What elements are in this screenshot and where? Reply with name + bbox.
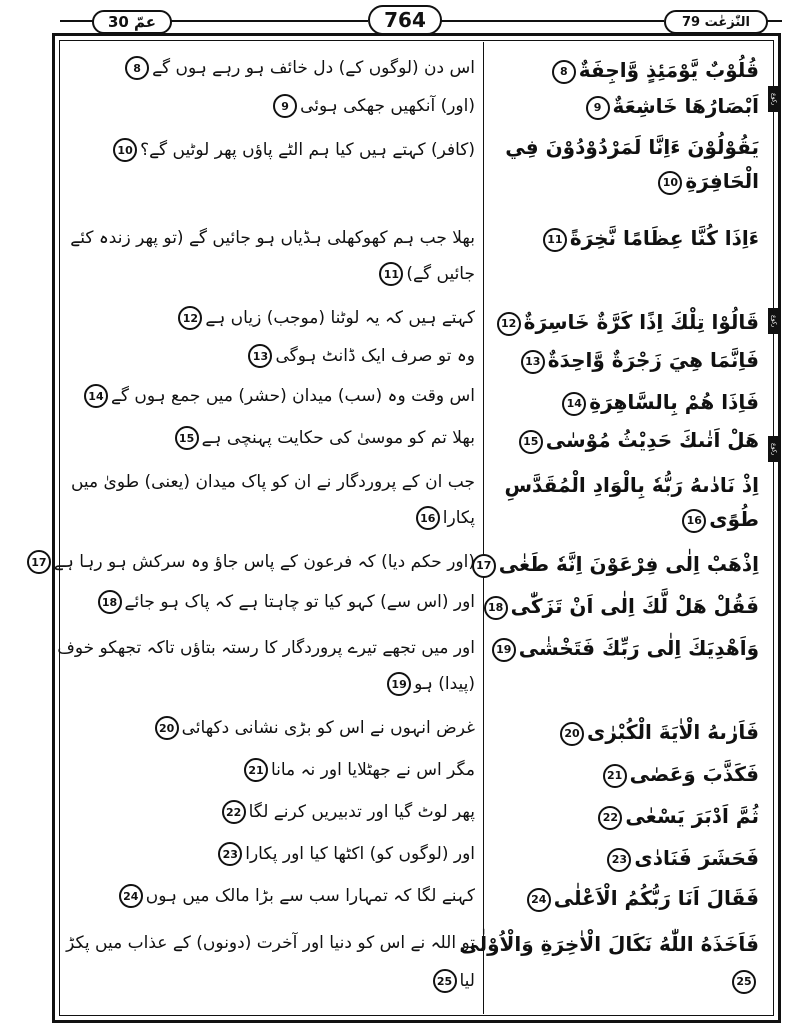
- verse-arabic: فَكَذَّبَ وَعَصٰى21: [459, 758, 759, 790]
- verse-translation: بھلا تم کو موسیٰ کی حکایت پہنچی ہے15: [57, 422, 475, 454]
- verse-translation: وہ تو صرف ایک ڈانٹ ہوگی13: [57, 340, 475, 372]
- ayah-number: 20: [155, 716, 179, 740]
- ayah-number: 16: [682, 509, 706, 533]
- verse-arabic: وَاَهْدِيَكَ اِلٰى رَبِّكَ فَتَخْشٰى19: [459, 632, 759, 664]
- verse-translation: جب ان کے پروردگار نے ان کو پاک میدان (یعنی) طویٰ میں پکارا16: [70, 472, 475, 528]
- verse-arabic: فَاِذَا هُمْ بِالسَّاهِرَةِ14: [459, 386, 759, 418]
- verse-arabic: ءَاِذَا كُنَّا عِظَامًا نَّخِرَةً11: [459, 222, 759, 254]
- ayah-number: 14: [84, 384, 108, 408]
- verse-translation: اس دن (لوگوں کے) دل خائف ہو رہے ہوں گے8: [57, 52, 475, 84]
- ayah-number: 21: [603, 764, 627, 788]
- ayah-number: 10: [658, 171, 682, 195]
- ayah-number: 8: [552, 60, 576, 84]
- page-number: 764: [368, 5, 442, 35]
- ayah-number: 15: [519, 430, 543, 454]
- ruku-marker: رکوع: [768, 308, 780, 334]
- verse-arabic: فَاَرٰىهُ الْاٰيَةَ الْكُبْرٰى20: [459, 716, 759, 748]
- verse-arabic: ثُمَّ اَدْبَرَ يَسْعٰى22: [459, 800, 759, 832]
- verse-translation: کہتے ہیں کہ یہ لوٹنا (موجب) زیاں ہے12: [57, 302, 475, 334]
- verse-translation: اور (اس سے) کہو کیا تو چاہتا ہے کہ پاک ہو جائے18: [57, 586, 475, 618]
- ayah-number: 18: [484, 596, 508, 620]
- ayah-number: 16: [416, 506, 440, 530]
- ayah-number: 12: [497, 312, 521, 336]
- verse-translation: (اور) آنکھیں جھکی ہوئی9: [57, 90, 475, 122]
- ayah-number: 18: [98, 590, 122, 614]
- ayah-number: 17: [27, 550, 51, 574]
- ruku-marker: رکوع: [768, 86, 780, 112]
- verse-arabic: فَاِنَّمَا هِيَ زَجْرَةٌ وَّاحِدَةٌ13: [459, 344, 759, 376]
- ayah-number: 24: [119, 884, 143, 908]
- verse-translation: اس وقت وہ (سب) میدان (حشر) میں جمع ہوں گے14: [57, 380, 475, 412]
- surah-label: النّٰزعٰت 79: [664, 10, 768, 34]
- ayah-number: 22: [598, 806, 622, 830]
- verse-translation: اور میں تجھے تیرے پروردگار کا رستہ بتاؤں تاکہ تجھکو خوف (پیدا) ہو19: [57, 638, 475, 694]
- ayah-number: 23: [218, 842, 242, 866]
- verse-arabic: فَقُلْ هَلْ لَّكَ اِلٰى اَنْ تَزَكّٰى18: [459, 590, 759, 622]
- juz-label: عمّ 30: [92, 10, 172, 34]
- verse-translation: مگر اس نے جھٹلایا اور نہ مانا21: [57, 754, 475, 786]
- ayah-number: 9: [586, 96, 610, 120]
- verse-translation: تو اللہ نے اس کو دنیا اور آخرت (دونوں) کے عذاب میں پکڑ لیا25: [66, 933, 475, 991]
- ayah-number: 17: [472, 554, 496, 578]
- verse-translation: (اور حکم دیا) کہ فرعون کے پاس جاؤ وہ سرکش ہو رہا ہے17: [57, 546, 475, 578]
- ayah-number: 24: [527, 888, 551, 912]
- verse-arabic: فَقَالَ اَنَا رَبُّكُمُ الْاَعْلٰى24: [459, 882, 759, 914]
- verse-arabic: فَحَشَرَ فَنَادٰى23: [459, 842, 759, 874]
- ayah-number: 25: [433, 969, 457, 993]
- ayah-number: 12: [178, 306, 202, 330]
- verse-arabic: هَلْ اَتٰىكَ حَدِيْثُ مُوْسٰى15: [459, 424, 759, 456]
- verse-arabic: اَبْصَارُهَا خَاشِعَةٌ9: [459, 90, 759, 122]
- ayah-number: 11: [379, 262, 403, 286]
- ayah-number: 21: [244, 758, 268, 782]
- ayah-number: 14: [562, 392, 586, 416]
- verse-translation: بھلا جب ہم کھوکھلی ہڈیاں ہو جائیں گے (تو پھر زندہ کئے جائیں گے)11: [70, 228, 475, 284]
- verse-arabic: اِذْ نَادٰىهُ رَبُّهٗ بِالْوَادِ الْمُقَدَّسِ طُوًى16: [504, 473, 759, 531]
- verse-arabic: قَالُوْا تِلْكَ اِذًا كَرَّةٌ خَاسِرَةٌ12: [459, 306, 759, 338]
- ayah-number: 23: [607, 848, 631, 872]
- ruku-marker: رکوع: [768, 436, 780, 462]
- ayah-number: 22: [222, 800, 246, 824]
- ayah-number: 8: [125, 56, 149, 80]
- ayah-number: 9: [273, 94, 297, 118]
- ayah-number: 19: [387, 672, 411, 696]
- ayah-number: 13: [521, 350, 545, 374]
- ayah-number: 10: [113, 138, 137, 162]
- ayah-number: 15: [175, 426, 199, 450]
- verse-translation: کہنے لگا کہ تمہارا سب سے بڑا مالک میں ہوں24: [57, 880, 475, 912]
- ayah-number: 25: [732, 970, 756, 994]
- verse-translation: اور (لوگوں کو) اکٹھا کیا اور پکارا23: [57, 838, 475, 870]
- ayah-number: 20: [560, 722, 584, 746]
- verse-arabic: اِذْهَبْ اِلٰى فِرْعَوْنَ اِنَّهٗ طَغٰى17: [459, 548, 759, 580]
- verse-translation: غرض انہوں نے اس کو بڑی نشانی دکھائی20: [57, 712, 475, 744]
- ayah-number: 19: [492, 638, 516, 662]
- ayah-number: 13: [248, 344, 272, 368]
- verse-arabic: يَقُوْلُوْنَ ءَاِنَّا لَمَرْدُوْدُوْنَ فِي الْحَافِرَةِ10: [505, 135, 759, 193]
- verse-arabic: فَاَخَذَهُ اللّٰهُ نَكَالَ الْاٰخِرَةِ وَالْاُوْلٰى25: [459, 926, 759, 998]
- verse-translation: پھر لوٹ گیا اور تدبیریں کرنے لگا22: [57, 796, 475, 828]
- verse-arabic: قُلُوْبٌ يَّوْمَئِذٍ وَّاجِفَةٌ8: [459, 54, 759, 86]
- ayah-number: 11: [543, 228, 567, 252]
- verse-translation: (کافر) کہتے ہیں کیا ہم الٹے پاؤں پھر لوٹیں گے؟10: [57, 132, 475, 202]
